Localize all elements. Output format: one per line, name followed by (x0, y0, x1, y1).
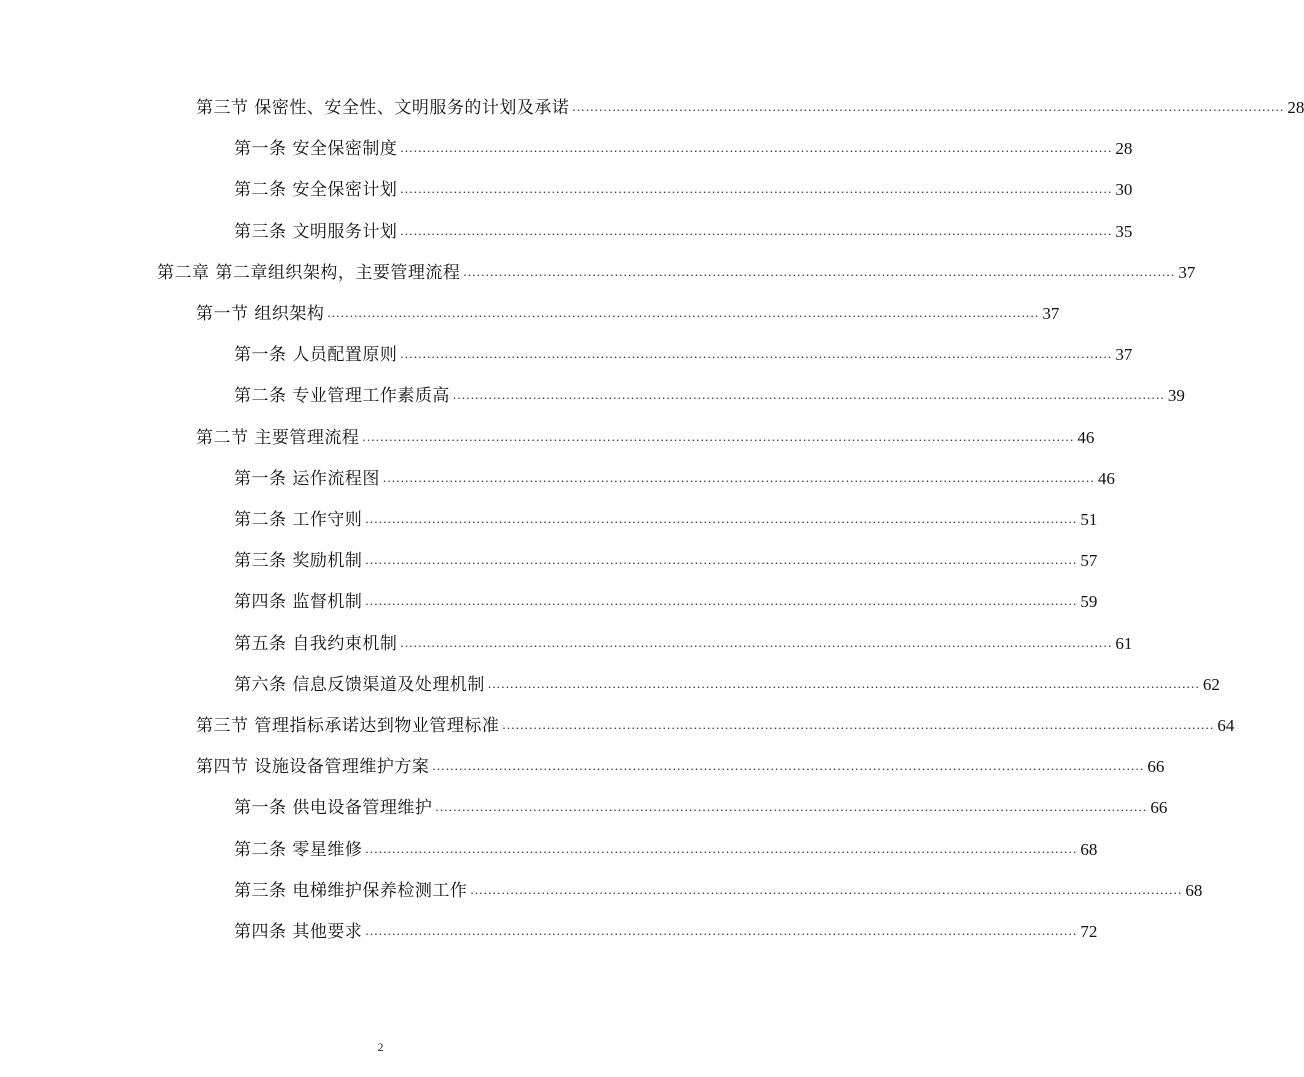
toc-entry[interactable] (157, 261, 1196, 285)
toc-entry[interactable] (196, 714, 1235, 738)
toc-dot-leader: ................................................................................................................................................................ (487, 676, 1200, 691)
toc-entry-page: 28 (1287, 98, 1304, 117)
toc-dot-leader: ................................................................................................................................................................ (400, 223, 1113, 238)
toc-dot-leader: ................................................................................................................................................................ (452, 387, 1165, 402)
toc-entry-page: 39 (1167, 386, 1185, 405)
toc-dot-leader: ................................................................................................................................................................ (463, 264, 1176, 279)
toc-dot-leader: ................................................................................................................................................................ (435, 799, 1148, 814)
toc-entry-title: 第三条 奖励机制 (234, 551, 363, 571)
toc-entry-page: 72 (1080, 922, 1098, 941)
toc-entry-title: 第三条 电梯维护保养检测工作 (234, 881, 468, 901)
toc-dot-leader: ................................................................................................................................................................ (365, 552, 1078, 567)
toc-entry[interactable] (234, 549, 1098, 573)
toc-dot-leader: ................................................................................................................................................................ (327, 305, 1040, 320)
toc-dot-leader: ................................................................................................................................................................ (365, 593, 1078, 608)
toc-entry-page: 68 (1080, 840, 1098, 859)
toc-entry[interactable] (196, 302, 1060, 326)
toc-entry-page: 59 (1080, 592, 1098, 611)
toc-dot-leader: ................................................................................................................................................................ (365, 841, 1078, 856)
toc-entry-page: 66 (1147, 757, 1165, 776)
toc-entry[interactable] (234, 590, 1098, 614)
toc-entry-title: 第六条 信息反馈渠道及处理机制 (234, 675, 485, 695)
toc-entry[interactable] (234, 178, 1133, 202)
toc-entry-title: 第二章 第二章组织架构，主要管理流程 (157, 263, 461, 283)
toc-entry-title: 第二条 零星维修 (234, 840, 363, 860)
toc-entry-title: 第四条 监督机制 (234, 592, 363, 612)
toc-entry-page: 35 (1115, 222, 1133, 241)
toc-entry[interactable] (234, 220, 1133, 244)
toc-entry[interactable] (234, 920, 1098, 944)
toc-entry-page: 37 (1115, 345, 1133, 364)
toc-entry-title: 第一节 组织架构 (196, 304, 325, 324)
toc-entry-page: 64 (1217, 716, 1235, 735)
toc-entry-page: 46 (1097, 469, 1115, 488)
toc-entry-title: 第三节 管理指标承诺达到物业管理标准 (196, 716, 500, 736)
toc-entry-page: 57 (1080, 551, 1098, 570)
toc-entry-title: 第三条 文明服务计划 (234, 222, 398, 242)
toc-dot-leader: ................................................................................................................................................................ (400, 635, 1113, 650)
toc-entry-page: 28 (1115, 139, 1133, 158)
toc-entry-title: 第五条 自我约束机制 (234, 634, 398, 654)
toc-dot-leader: ................................................................................................................................................................ (400, 181, 1113, 196)
toc-entry[interactable] (234, 879, 1203, 903)
toc-entry-title: 第四条 其他要求 (234, 922, 363, 942)
toc-entry-page: 30 (1115, 180, 1133, 199)
toc-entry-page: 62 (1202, 675, 1220, 694)
toc-entry-title: 第二条 专业管理工作素质高 (234, 386, 450, 406)
toc-entry[interactable] (234, 384, 1185, 408)
toc-entry-page: 66 (1150, 798, 1168, 817)
toc-entry-title: 第一条 人员配置原则 (234, 345, 398, 365)
toc-entry-page: 37 (1042, 304, 1060, 323)
toc-entry-page: 61 (1115, 634, 1133, 653)
toc-dot-leader: ................................................................................................................................................................ (470, 882, 1183, 897)
toc-dot-leader: ................................................................................................................................................................ (432, 758, 1145, 773)
toc-entry-title: 第四节 设施设备管理维护方案 (196, 757, 430, 777)
toc-entry-title: 第一条 供电设备管理维护 (234, 798, 433, 818)
toc-entry-title: 第二条 工作守则 (234, 510, 363, 530)
toc-dot-leader: ................................................................................................................................................................ (400, 140, 1113, 155)
toc-dot-leader: ................................................................................................................................................................ (382, 470, 1095, 485)
toc-entry-page: 68 (1185, 881, 1203, 900)
toc-entry[interactable] (196, 755, 1165, 779)
page-number: 2 (377, 1040, 384, 1054)
toc-entry[interactable] (234, 673, 1220, 697)
toc-entry[interactable] (234, 467, 1115, 491)
toc-dot-leader: ................................................................................................................................................................ (502, 717, 1215, 732)
toc-entry-page: 46 (1077, 428, 1095, 447)
toc-dot-leader: ................................................................................................................................................................ (362, 429, 1075, 444)
toc-entry-page: 37 (1178, 263, 1196, 282)
toc-entry[interactable] (196, 96, 1304, 120)
toc-entry-title: 第二条 安全保密计划 (234, 180, 398, 200)
toc-entry-title: 第一条 安全保密制度 (234, 139, 398, 159)
toc-entry[interactable] (234, 632, 1133, 656)
toc-entry-title: 第二节 主要管理流程 (196, 428, 360, 448)
toc-dot-leader: ................................................................................................................................................................ (365, 511, 1078, 526)
toc-entry[interactable] (234, 508, 1098, 532)
toc-entry-page: 51 (1080, 510, 1098, 529)
toc-dot-leader: ................................................................................................................................................................ (400, 346, 1113, 361)
toc-entry-title: 第一条 运作流程图 (234, 469, 380, 489)
toc-dot-leader: ................................................................................................................................................................ (365, 923, 1078, 938)
toc-entry[interactable] (234, 343, 1133, 367)
toc-entry[interactable] (234, 838, 1098, 862)
toc-entry[interactable] (196, 426, 1095, 450)
toc-entry-title: 第三节 保密性、安全性、文明服务的计划及承诺 (196, 98, 570, 118)
toc-entry[interactable] (234, 796, 1168, 820)
toc-entry[interactable] (234, 137, 1133, 161)
toc-dot-leader: ................................................................................................................................................................ (572, 99, 1285, 114)
